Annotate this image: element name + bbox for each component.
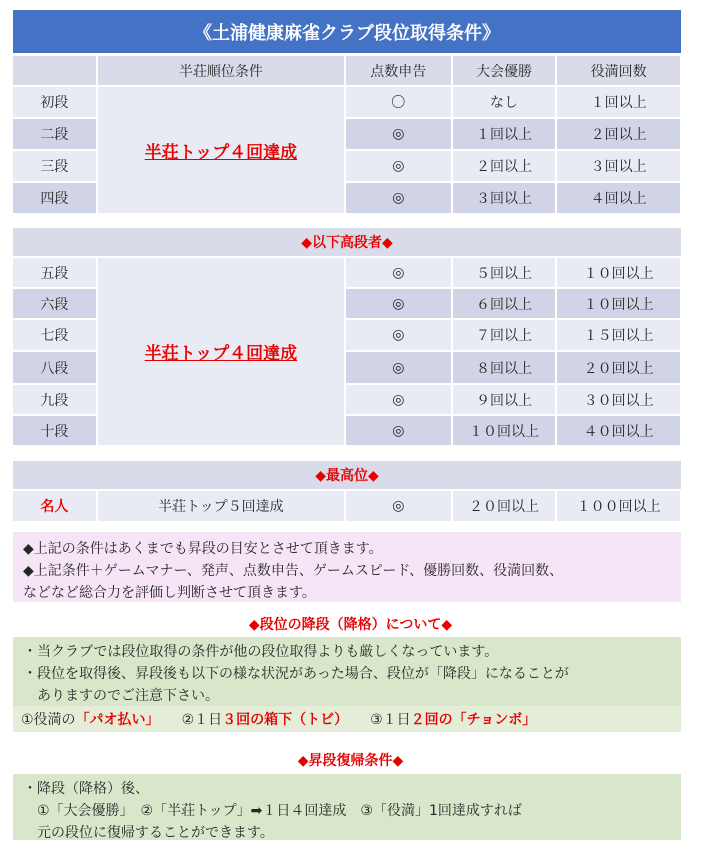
win-cell: ２回以上: [453, 151, 556, 181]
score-cell: ◎: [346, 183, 451, 213]
restore-line: ①「大会優勝」 ②「半荘トップ」➡１日４回達成 ③「役満」1回達成すれば: [23, 803, 522, 819]
demotion-box: [13, 637, 681, 707]
win-cell: ５回以上: [453, 258, 556, 287]
demotion-line: ・段位を取得後、昇段後も以下の様な状況があった場合、段位が「降段」になることが: [23, 666, 569, 682]
yakuman-cell: １０回以上: [557, 258, 680, 287]
win-cell: なし: [453, 87, 556, 117]
rank-label: 四段: [13, 183, 96, 213]
rank-label: 十段: [13, 416, 96, 445]
item-a-emph: 「パオ払い」: [75, 712, 160, 728]
demotion-items: [13, 706, 681, 732]
header-win: 大会優勝: [453, 56, 556, 85]
restore-line: 元の段位に復帰することができます。: [23, 825, 274, 841]
condition-text: 半荘トップ４回達成: [144, 344, 298, 364]
rank-label: 二段: [13, 119, 96, 149]
condition-cell: [98, 87, 344, 213]
rank-label: 六段: [13, 289, 96, 318]
score-cell: ◎: [346, 320, 451, 350]
yakuman-cell: ２回以上: [557, 119, 680, 149]
page-title: 《土浦健康麻雀クラブ段位取得条件》: [13, 10, 681, 53]
score-cell: 〇: [346, 87, 451, 117]
rank-label: 三段: [13, 151, 96, 181]
win-cell: １０回以上: [453, 416, 556, 445]
score-cell: ◎: [346, 352, 451, 383]
score-cell: ◎: [346, 416, 451, 445]
win-cell: １回以上: [453, 119, 556, 149]
note-line: などなど総合力を評価し判断させて頂きます。: [23, 585, 316, 601]
yakuman-cell: ４０回以上: [557, 416, 680, 445]
table-header-row: [13, 56, 680, 85]
score-cell: ◎: [346, 385, 451, 414]
note-line: ◆上記条件＋ゲームマナー、発声、点数申告、ゲームスピード、優勝回数、役満回数、: [23, 563, 564, 579]
yakuman-cell: ４回以上: [557, 183, 680, 213]
restore-line: ・降段（降格）後、: [23, 781, 149, 797]
yakuman-cell: １５回以上: [557, 320, 680, 350]
table-row: [13, 258, 680, 287]
score-cell: ◎: [346, 119, 451, 149]
win-cell: ９回以上: [453, 385, 556, 414]
rank-table-high: [11, 256, 682, 447]
demotion-line: ・当クラブでは段位取得の条件が他の段位取得よりも厳しくなっています。: [23, 644, 499, 660]
score-cell: ◎: [346, 151, 451, 181]
win-cell: ７回以上: [453, 320, 556, 350]
win-cell: ３回以上: [453, 183, 556, 213]
item-c-prefix: ③１日: [370, 712, 411, 728]
demotion-title: ◆段位の降段（降格）について◆: [248, 617, 453, 633]
win-cell: ６回以上: [453, 289, 556, 318]
condition-text: 半荘トップ４回達成: [144, 142, 298, 163]
win-cell: ２０回以上: [453, 491, 556, 521]
condition-cell: 半荘トップ５回達成: [98, 491, 344, 521]
yakuman-cell: ２０回以上: [557, 352, 680, 383]
rank-table-meijin: [11, 489, 682, 523]
score-cell: ◎: [346, 289, 451, 318]
header-score: 点数申告: [346, 56, 451, 85]
condition-cell: [98, 258, 344, 445]
rank-label: 八段: [13, 352, 96, 383]
note-line: ◆上記の条件はあくまでも昇段の目安とさせて頂きます。: [23, 541, 383, 557]
win-cell: ８回以上: [453, 352, 556, 383]
header-condition: 半荘順位条件: [98, 56, 344, 85]
restore-box: [13, 774, 681, 840]
notes-box: [13, 532, 681, 602]
item-b-emph: ３回の箱下（トビ）: [222, 712, 349, 728]
rank-label: 九段: [13, 385, 96, 414]
yakuman-cell: １０回以上: [557, 289, 680, 318]
restore-title: ◆昇段復帰条件◆: [297, 753, 404, 769]
top-rank-band: ◆最高位◆: [13, 461, 681, 489]
yakuman-cell: １回以上: [557, 87, 680, 117]
header-blank: [13, 56, 96, 85]
score-cell: ◎: [346, 491, 451, 521]
high-rank-band: ◆以下高段者◆: [13, 228, 681, 256]
table-row: [13, 87, 680, 117]
demotion-line: ありますのでご注意下さい。: [23, 688, 219, 704]
rank-table-basic: [11, 54, 682, 215]
yakuman-cell: １００回以上: [557, 491, 680, 521]
rank-label: 七段: [13, 320, 96, 350]
header-yakuman: 役満回数: [557, 56, 680, 85]
item-a-prefix: ①役満の: [21, 712, 76, 728]
item-c-emph: ２回の「チョンボ」: [410, 712, 537, 728]
score-cell: ◎: [346, 258, 451, 287]
yakuman-cell: ３０回以上: [557, 385, 680, 414]
yakuman-cell: ３回以上: [557, 151, 680, 181]
item-b-prefix: ②１日: [181, 712, 223, 728]
rank-label: 五段: [13, 258, 96, 287]
table-row: [13, 491, 680, 521]
rank-label: 初段: [13, 87, 96, 117]
rank-label-meijin: 名人: [13, 491, 96, 521]
